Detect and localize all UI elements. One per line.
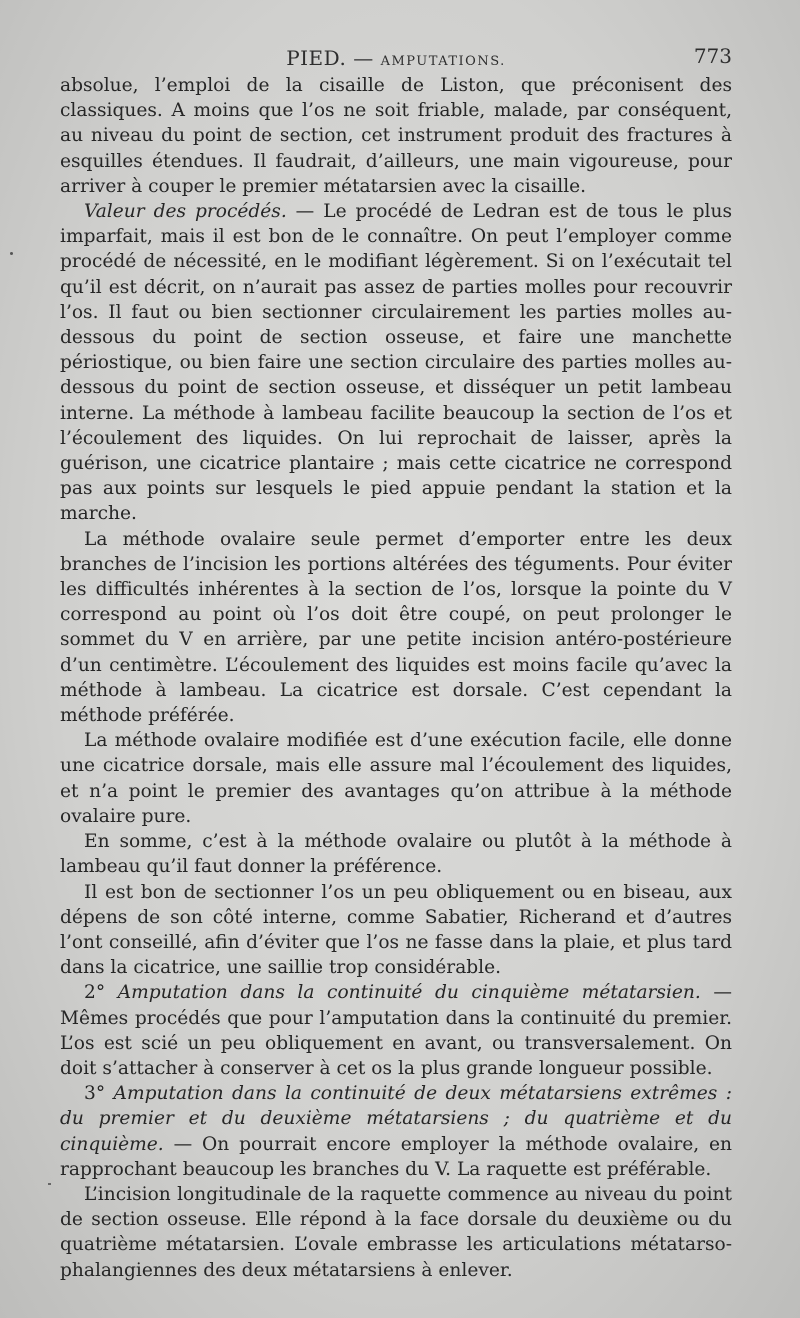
paragraph-4: [60, 728, 732, 829]
section-number: 3°: [84, 1083, 114, 1105]
paragraph-7: [60, 980, 732, 1081]
paragraph-lead: Amputation dans la continuité du cinquième métatarsien.: [117, 982, 701, 1004]
paragraph-3: [60, 527, 732, 729]
running-head-dash: —: [353, 46, 374, 70]
paragraph-text: L’incision longitudinale de la raquette commence au niveau du point de section osseuse. Elle répond à la face dorsale du deuxième ou du quatrième métatarsien. L’ovale embrasse les articulations métatarso-phalangiennes des deux métatarsiens à enlever.: [60, 1183, 732, 1281]
paragraph-text: La méthode ovalaire modifiée est d’une exécution facile, elle donne une cicatrice dorsale, mais elle assure mal l’écoulement des liquides, et n’a point le premier des avantages qu’on attribue à la méthode ovalaire pure.: [60, 730, 732, 827]
paragraph-5: [60, 829, 732, 879]
paragraph-text: La méthode ovalaire seule permet d’emporter entre les deux branches de l’incision les portions altérées des téguments. Pour éviter les difficultés inhérentes à la section de l’os, lorsque la pointe du V correspond au point où l’os doit être coupé, on peut prolonger le sommet du V en arrière, par une petite incision antéro-postérieure d’un centimètre. L’écoulement des liquides est moins facile qu’avec la méthode à lambeau. La cicatrice est dorsale. C’est cependant la méthode préférée.: [60, 528, 732, 727]
margin-speck: [48, 1183, 51, 1185]
section-number: 2°: [84, 982, 118, 1004]
paragraph-9: [60, 1182, 732, 1283]
paragraph-text: absolue, l’emploi de la cisaille de Liston, que préconisent des classiques. A moins que l’os ne soit friable, malade, par conséquent, au niveau du point de section, cet instrument produit des fractures à esquilles étendues. Il faudrait, d’ailleurs, une main vigoureuse, pour arriver à couper le premier métatarsien avec la cisaille.: [60, 75, 732, 197]
page-header: [60, 40, 732, 74]
body-text: [60, 73, 732, 1283]
page-number: 773: [693, 44, 732, 68]
paragraph-text: — Le procédé de Ledran est de tous le plus imparfait, mais il est bon de le connaître. On peut l’employer comme procédé de nécessité, en le modifiant légèrement. Si on l’exécutait tel qu’il est décrit, on n’aurait pas assez de parties molles pour recouvrir l’os. Il faut ou bien sectionner circulairement les parties molles au-dessous du point de section osseuse, et faire une manchette périostique, ou bien faire une section circulaire des parties molles au-dessous du point de section osseuse, et disséquer un petit lambeau interne. La méthode à lambeau facilite beaucoup la section de l’os et l’écoulement des liquides. On lui reprochait de laisser, après la guérison, une cicatrice plantaire ; mais cette cicatrice ne correspond pas aux points sur lesquels le pied appuie pendant la station et la marche.: [60, 201, 732, 525]
running-head-title: PIED.: [286, 46, 347, 70]
paragraph-text: — Mêmes procédés que pour l’amputation dans la continuité du premier. L’os est scié un peu obliquement en avant, ou transversalement. On doit s’attacher à conserver à cet os la plus grande longueur possible.: [60, 982, 732, 1079]
paragraph-text: Il est bon de sectionner l’os un peu obliquement ou en biseau, aux dépens de son côté interne, comme Sabatier, Richerand et d’autres l’ont conseillé, afin d’éviter que l’os ne fasse dans la plaie, et plus tard dans la cicatrice, une saillie trop considérable.: [60, 881, 732, 979]
running-head: [60, 46, 732, 70]
paragraph-2: [60, 199, 732, 527]
paragraph-1: [60, 73, 732, 199]
margin-speck: [10, 252, 13, 255]
paragraph-8: [60, 1081, 732, 1182]
paragraph-text: En somme, c’est à la méthode ovalaire ou plutôt à la méthode à lambeau qu’il faut donner la préférence.: [60, 831, 732, 878]
paragraph-lead: Amputation dans la continuité de deux métatarsiens extrêmes : du premier et du deuxième métatarsiens ; du quatrième et du cinquième.: [60, 1083, 733, 1155]
paragraph-lead: Valeur des procédés.: [84, 201, 287, 223]
paragraph-text: — On pourrait encore employer la méthode ovalaire, en rapprochant beaucoup les branches du V. La raquette est préférable.: [60, 1133, 732, 1180]
running-head-subtitle: AMPUTATIONS.: [380, 54, 506, 69]
paragraph-6: [60, 880, 732, 981]
